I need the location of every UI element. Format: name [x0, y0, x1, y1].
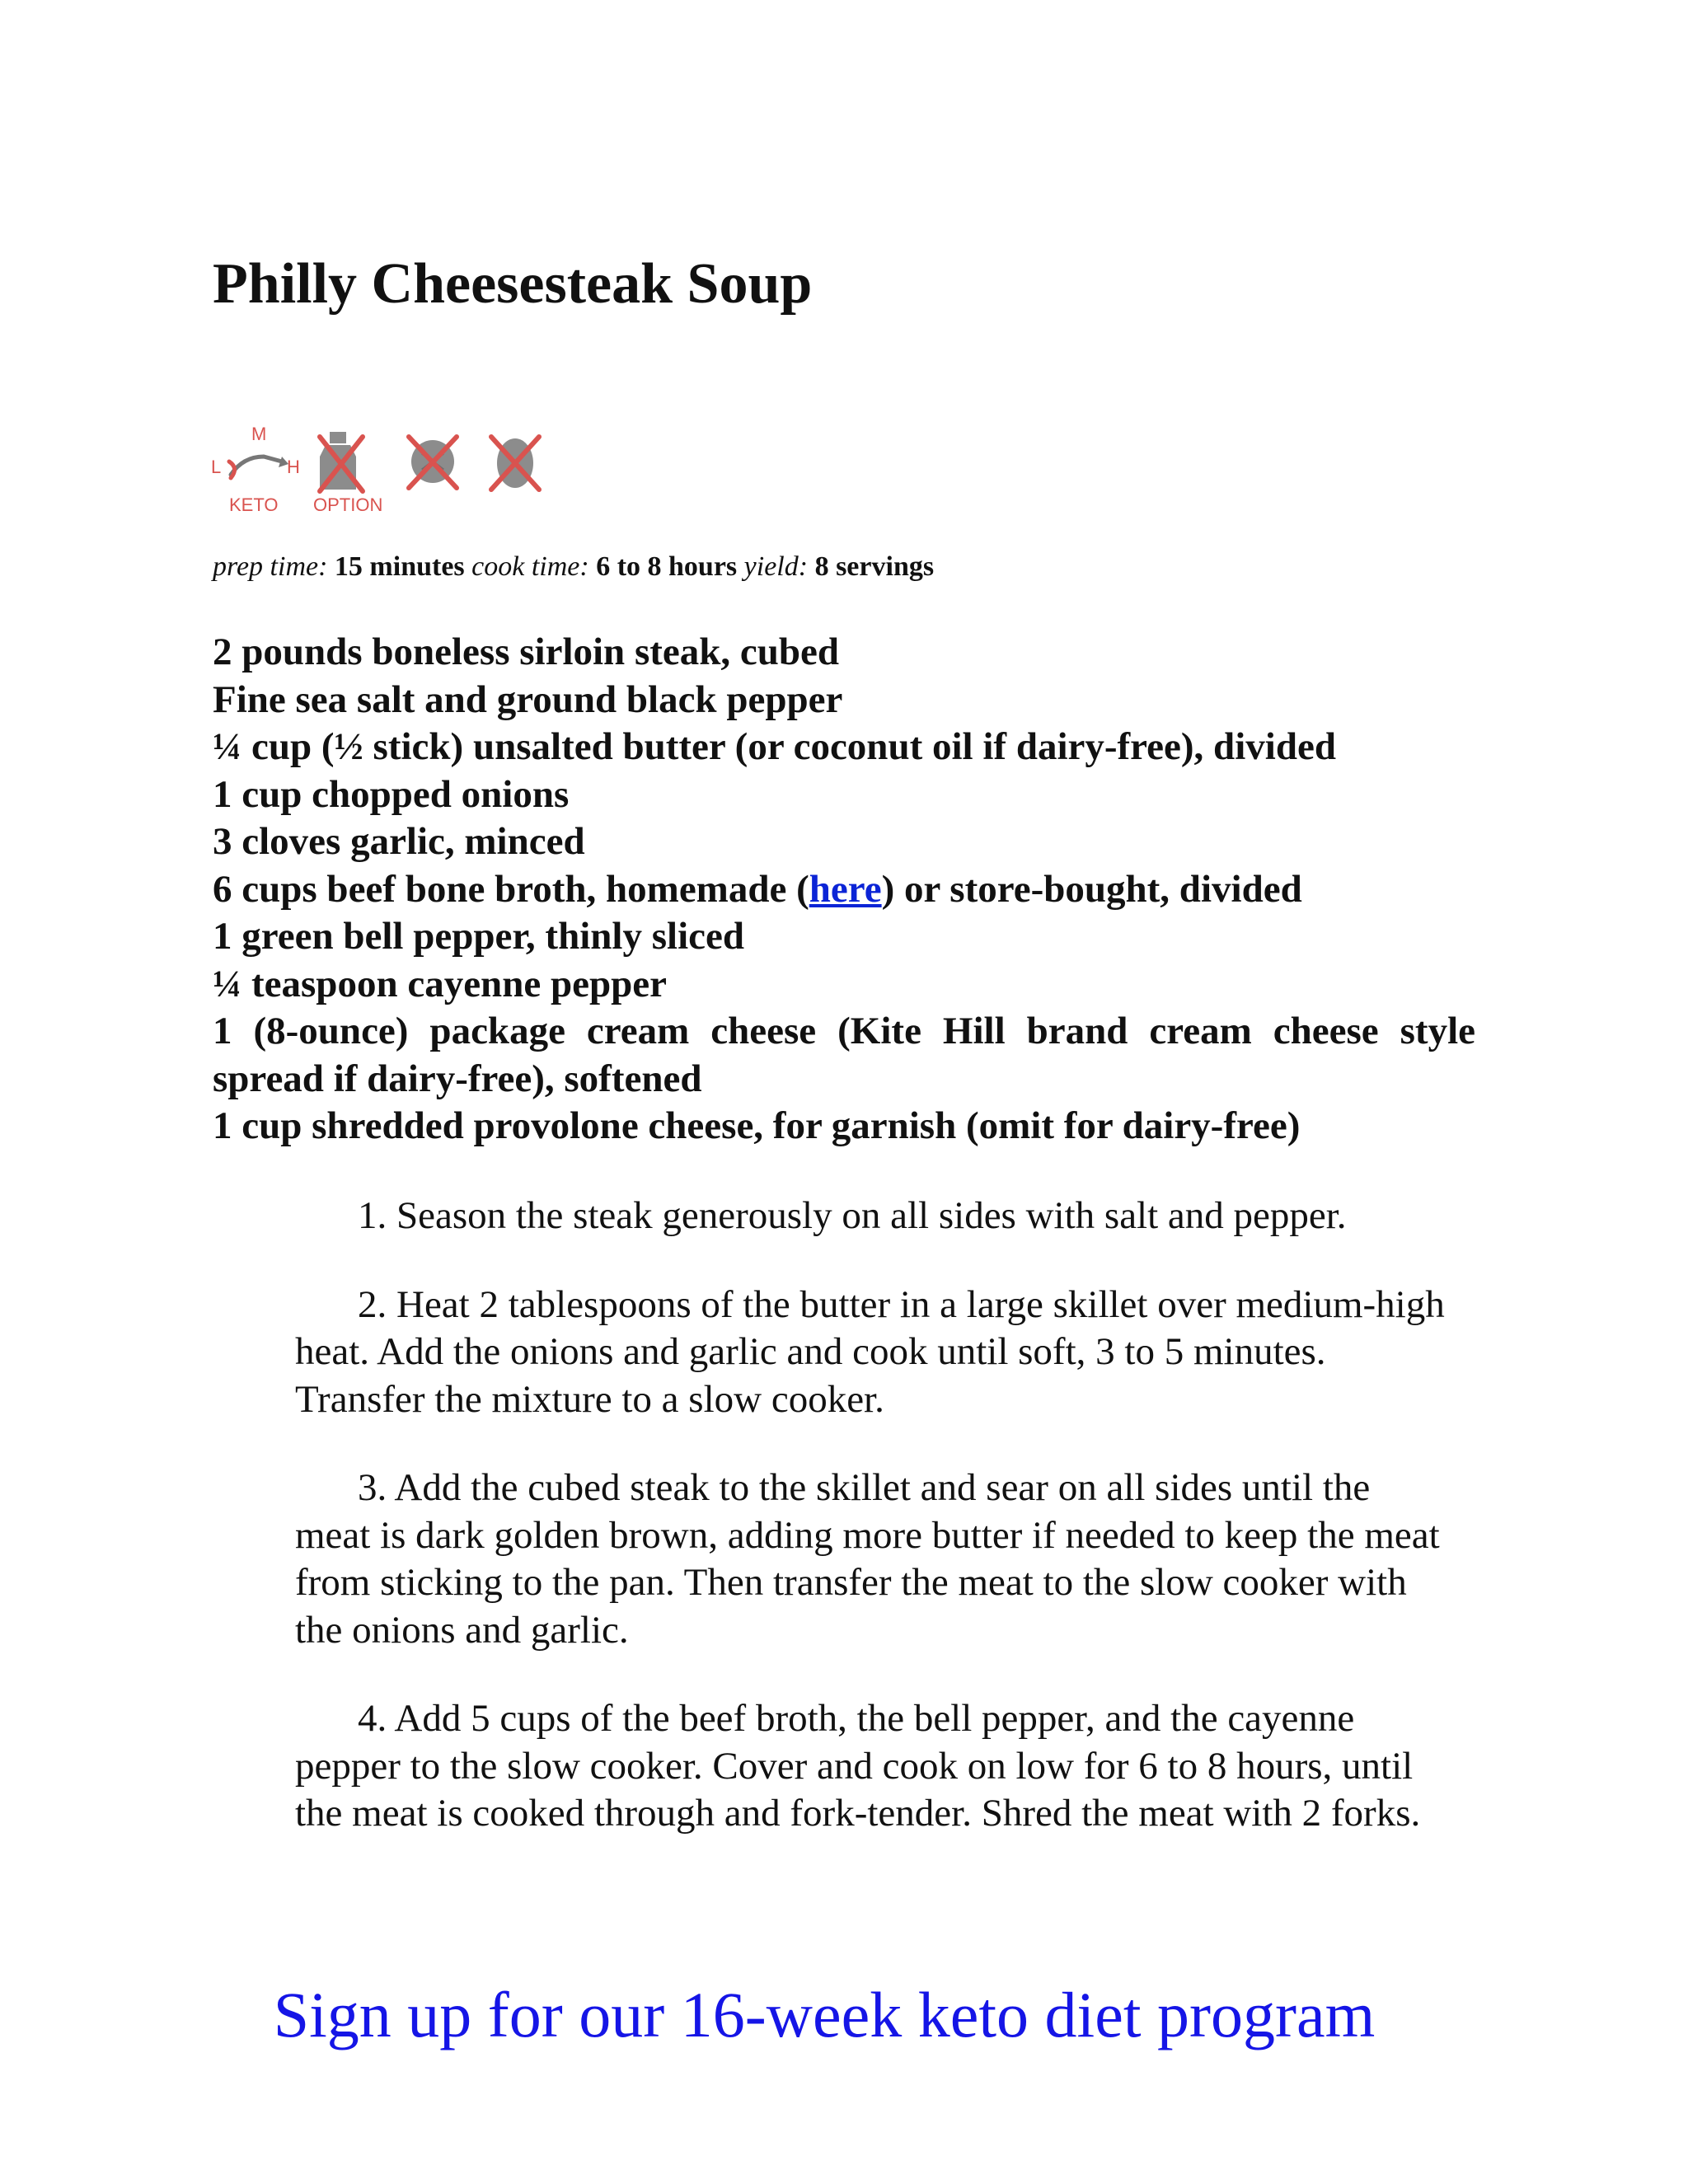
no-dairy-icon — [313, 432, 382, 515]
ingredient-item: 1 (8-ounce) package cream cheese (Kite Hill brand cream cheese style spread if dairy-free), softened — [213, 1010, 1475, 1100]
no-eggs-icon — [491, 437, 539, 490]
dial-high-label: H — [287, 457, 300, 477]
instruction-step: 3. Add the cubed steak to the skillet and sear on all sides until the meat is dark golden brown, adding more butter if needed to keep the meat from sticking to the pan. Then transfer the meat to the slow cooker with the onions and garlic. — [295, 1466, 1440, 1652]
ingredient-item: 1 green bell pepper, thinly sliced — [213, 915, 744, 958]
ingredient-item: ¼ teaspoon cayenne pepper — [213, 962, 667, 1005]
ingredient-text: ) or store-bought, divided — [881, 867, 1302, 911]
ingredient-list — [213, 629, 1475, 1151]
instruction-step: 2. Heat 2 tablespoons of the butter in a large skillet over medium-high heat. Add the onions and garlic and cook until soft, 3 to 5 minutes. Transfer the mixture to a slow cooker. — [295, 1282, 1445, 1421]
prep-time-value: 15 minutes — [334, 551, 465, 582]
recipe-meta — [213, 551, 934, 584]
ingredient-item: 3 cloves garlic, minced — [213, 820, 585, 863]
ingredient-item: Fine sea salt and ground black pepper — [213, 677, 843, 721]
ingredient-item: 1 cup chopped onions — [213, 772, 570, 816]
keto-label: KETO — [229, 494, 279, 515]
cook-time-label: cook time: — [471, 551, 589, 582]
ingredient-item — [213, 866, 1475, 914]
recipe-title: Philly Cheesesteak Soup — [213, 252, 813, 316]
yield-value: 8 servings — [814, 551, 935, 582]
prep-time-label: prep time: — [213, 551, 328, 582]
yield-label: yield: — [743, 551, 809, 582]
dial-low-label: L — [211, 457, 222, 477]
ingredient-item: 1 cup shredded provolone cheese, for garnish (omit for dairy-free) — [213, 1104, 1301, 1147]
keto-program-signup-link[interactable]: Sign up for our 16-week keto diet program — [273, 1979, 1376, 2050]
keto-dial-icon — [211, 424, 300, 515]
dial-medium-label: M — [251, 424, 267, 444]
option-label: OPTION — [313, 494, 383, 515]
instruction-step: 4. Add 5 cups of the beef broth, the bell pepper, and the cayenne pepper to the slow cooker. Cover and cook on low for 6 to 8 hours, until the meat is cooked through and fork-tender. Shred the meat with 2 forks. — [295, 1697, 1421, 1835]
cook-time-value: 6 to 8 hours — [596, 551, 738, 582]
bone-broth-recipe-link[interactable]: here — [809, 867, 882, 911]
ingredient-text: 6 cups beef bone broth, homemade ( — [213, 867, 809, 911]
dietary-badges — [206, 420, 560, 519]
ingredient-item: ¼ cup (½ stick) unsalted butter (or coconut oil if dairy-free), divided — [213, 725, 1336, 768]
instruction-step: 1. Season the steak generously on all sides with salt and pepper. — [358, 1194, 1347, 1237]
ingredient-item: 2 pounds boneless sirloin steak, cubed — [213, 630, 840, 673]
instructions — [295, 1193, 1449, 1879]
no-nuts-icon — [409, 437, 457, 488]
